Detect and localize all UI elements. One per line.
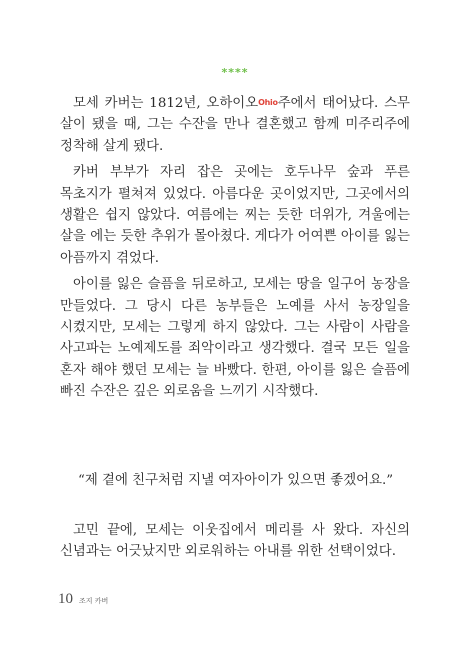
dialogue-quote: “제 곁에 친구처럼 지낼 여자아이가 있으면 좋겠어요.” bbox=[78, 473, 394, 488]
paragraph-1-start: 모세 카버는 1812년, 오하이오 bbox=[73, 96, 259, 111]
page-footer bbox=[58, 591, 108, 608]
body-text bbox=[60, 92, 410, 408]
running-title: 조지 카버 bbox=[79, 597, 109, 605]
page-number: 10 bbox=[58, 591, 73, 607]
paragraph-1-end: 주에서 태어났다. 스무 살이 됐을 때, 그는 수잔을 만나 결혼했고 함께 미주리주에 정착해 살게 됐다. bbox=[60, 96, 410, 154]
paragraph-4: 고민 끝에, 모세는 이웃집에서 메리를 사 왔다. 자신의 신념과는 어긋났지만 외로워하는 아내를 위한 선택이었다. bbox=[60, 523, 410, 560]
paragraph-2: 카버 부부가 자리 잡은 곳에는 호두나무 숲과 푸른 목초지가 펼쳐져 있었다. 아름다운 곳이었지만, 그곳에서의 생활은 쉽지 않았다. 여름에는 찌는 듯한 더위가, 겨울에는 살을 에는 듯한 추위가 몰아쳤다. 게다가 어여쁜 아이를 잃는 아픔까지 겪었다. bbox=[60, 165, 410, 266]
ohio-annotation: Ohio bbox=[258, 98, 278, 107]
paragraph-1 bbox=[60, 92, 410, 157]
paragraph-3: 아이를 잃은 슬픔을 뒤로하고, 모세는 땅을 일구어 농장을 만들었다. 그 당시 다른 농부들은 노예를 사서 농장일을 시켰지만, 모세는 그렇게 하지 않았다. 그는 사람이 사람을 사고파는 노예제도를 죄악이라고 생각했다. 결국 모든 일을 혼자 해야 했던 모세는 늘 바빴다. 한편, 아이를 잃은 슬픔에 빠진 수잔은 깊은 외로움을 느끼기 시작했다. bbox=[60, 277, 410, 400]
section-ornament: **** bbox=[221, 66, 249, 79]
